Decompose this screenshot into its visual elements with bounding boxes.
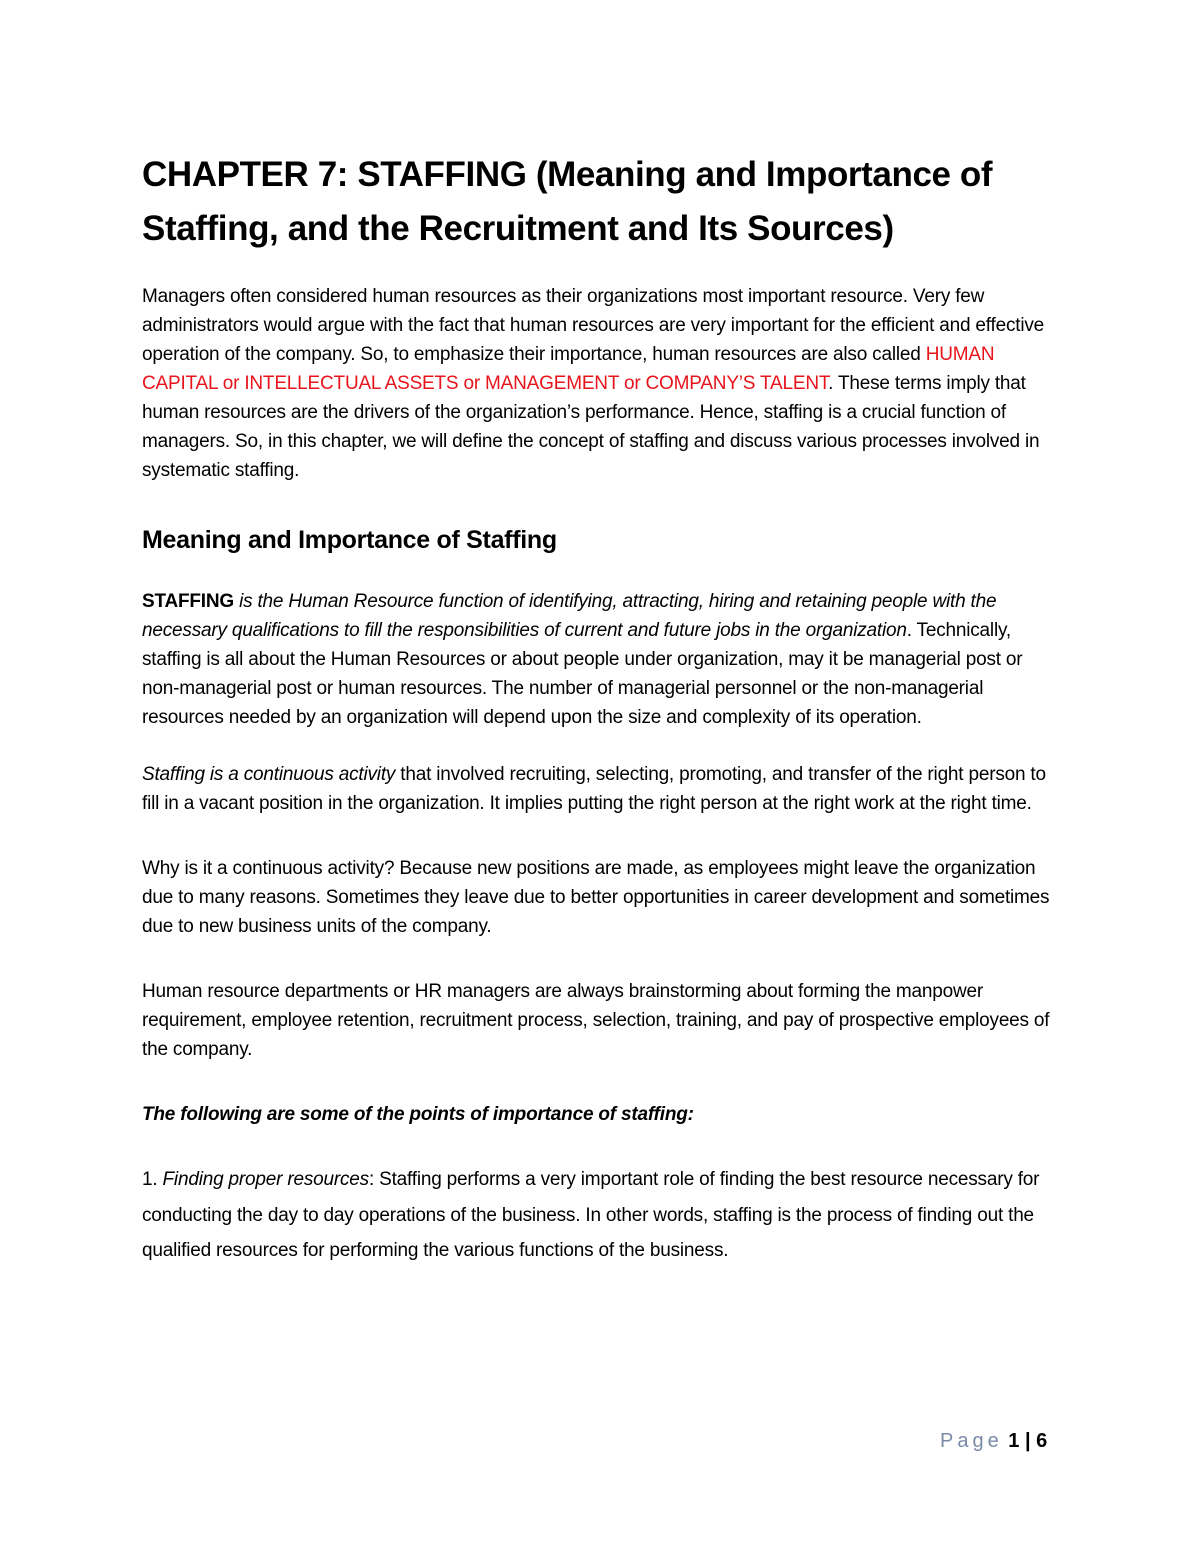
continuous-paragraph (142, 760, 1062, 818)
definition-term: STAFFING (142, 591, 234, 612)
point-number: 1. (142, 1169, 163, 1190)
page-footer (940, 1427, 1047, 1455)
hr-paragraph: Human resource departments or HR managers are always brainstorming about forming the manpower requirement, employee retention, recruitment process, selection, training, and pay of prospective employees of the company. (142, 981, 1050, 1060)
intro-highlight: HUMAN CAPITAL or INTELLECTUAL ASSETS or MANAGEMENT or COMPANY’S TALENT (142, 344, 995, 394)
definition-rest: . Technically, staffing is all about the Human Resources or about people under organization, may it be managerial post or non-managerial post or human resources. The number of managerial personnel or the non-managerial resources needed by an organization will depend upon the size and complexity of its operation. (142, 620, 1023, 728)
footer-page-word: Page (940, 1430, 1003, 1452)
point-item-1 (142, 1162, 1062, 1269)
section-heading: Meaning and Importance of Staffing (142, 526, 557, 554)
why-paragraph: Why is it a continuous activity? Because new positions are made, as employees might leave the organization due to many reasons. Sometimes they leave due to better opportunities in career development and sometimes due to new business units of the company. (142, 858, 1050, 937)
point-text: : Staffing performs a very important role of finding the best resource necessary for conducting the day to day operations of the business. In other words, staffing is the process of finding out the qualified resources for performing the various functions of the business. (142, 1169, 1040, 1261)
chapter-title: CHAPTER 7: STAFFING (Meaning and Importance of Staffing, and the Recruitment and Its Sources) (142, 155, 993, 248)
points-lead: The following are some of the points of importance of staffing: (142, 1104, 694, 1125)
footer-separator: | (1019, 1430, 1037, 1452)
footer-current-page: 1 (1008, 1430, 1020, 1452)
intro-text-2: . These terms imply that human resources are the drivers of the organization’s performance. Hence, staffing is a crucial function of managers. So, in this chapter, we will define the concept of staffing and discuss various processes involved in systematic staffing. (142, 373, 1040, 481)
footer-total-pages: 6 (1036, 1430, 1048, 1452)
intro-paragraph (142, 282, 1062, 485)
continuous-italic: Staffing is a continuous activity (142, 764, 396, 785)
document-page (142, 148, 1062, 1269)
point-title: Finding proper resources (162, 1169, 369, 1190)
continuous-rest: that involved recruiting, selecting, promoting, and transfer of the right person to fill in a vacant position in the organization. It implies putting the right person at the right work at the right time. (142, 764, 1046, 814)
definition-italic: is the Human Resource function of identifying, attracting, hiring and retaining people with the necessary qualifications to fill the responsibilities of current and future jobs in the organization (142, 591, 997, 641)
intro-text-1: Managers often considered human resources as their organizations most important resource. Very few administrators would argue with the fact that human resources are very important for the efficient and effective operation of the company. So, to emphasize their importance, human resources are also called (142, 286, 1045, 365)
definition-paragraph (142, 587, 1062, 732)
